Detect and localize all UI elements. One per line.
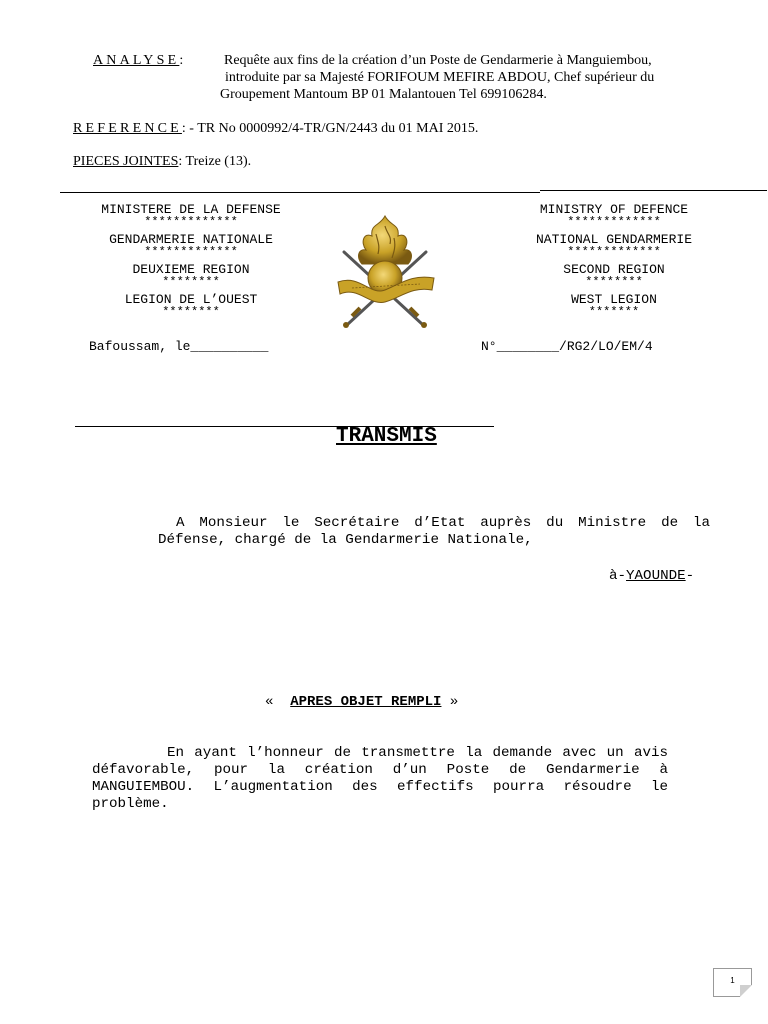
reference-row xyxy=(73,120,478,137)
left-ministry: MINISTERE DE LA DEFENSE xyxy=(101,202,281,217)
left-gendarmerie: GENDARMERIE NATIONALE xyxy=(109,232,273,247)
left-legion: LEGION DE L’OUEST xyxy=(124,292,258,307)
place-date: Bafoussam, le__________ xyxy=(89,339,269,354)
left-region: DEUXIEME REGION xyxy=(132,262,250,277)
analyse-line-2: introduite par sa Majesté FORIFOUM MEFIRE ABDOU, Chef supérieur du xyxy=(225,70,655,85)
header-separator-mid xyxy=(80,192,540,193)
right-admin-block xyxy=(503,202,725,318)
document-title: TRANSMIS xyxy=(336,425,437,448)
reference-text: : - TR No 0000992/4-TR/GN/2443 du 01 MAI 2015. xyxy=(181,121,479,136)
right-stars-4: ******* xyxy=(588,305,640,319)
object-line xyxy=(265,694,458,710)
left-stars-1: ************* xyxy=(144,215,238,229)
right-stars-1: ************* xyxy=(567,215,661,229)
body-paragraph: En ayant l’honneur de transmettre la demande avec un avis défavorable, pour la création d’un Poste de Gendarmerie à MANGUIEMBOU. L’augmentation des effectifs pourra résoudre le problème. xyxy=(92,745,668,812)
header-separator-left xyxy=(60,192,80,193)
reference-label: REFERENCE xyxy=(73,121,182,136)
left-admin-block xyxy=(80,202,302,318)
analyse-label: ANALYSE xyxy=(93,53,180,68)
header-separator-right xyxy=(540,190,767,191)
right-ministry: MINISTRY OF DEFENCE xyxy=(539,202,689,217)
pieces-row xyxy=(73,153,251,170)
recipient-city-row xyxy=(609,569,694,584)
object-close-quote: » xyxy=(449,694,459,710)
right-legion: WEST LEGION xyxy=(571,292,657,307)
analyse-label-row xyxy=(93,52,183,69)
recipient-city: YAOUNDE xyxy=(626,568,686,584)
analyse-colon: : xyxy=(179,53,184,68)
reference-number: N°________/RG2/LO/EM/4 xyxy=(481,339,653,354)
pieces-label: PIECES JOINTES xyxy=(73,154,179,169)
page-number: 1 xyxy=(713,968,752,997)
analyse-line-1: Requête aux fins de la création d’un Poste de Gendarmerie à Manguiembou, xyxy=(224,53,652,68)
right-region: SECOND REGION xyxy=(563,262,665,277)
left-stars-3: ******** xyxy=(162,275,220,289)
object-open-quote: « xyxy=(265,694,274,710)
object-label: APRES OBJET REMPLI xyxy=(290,694,442,710)
left-stars-4: ******** xyxy=(162,305,220,319)
right-stars-3: ******** xyxy=(585,275,643,289)
city-suffix: - xyxy=(685,568,695,584)
city-prefix: à- xyxy=(609,568,627,584)
analyse-line-3: Groupement Mantoum BP 01 Malantouen Tel 699106284. xyxy=(220,87,547,102)
recipient-text: A Monsieur le Secrétaire d’Etat auprès du Ministre de la Défense, chargé de la Gendarmerie Nationale, xyxy=(158,515,710,548)
pieces-text: : Treize (13). xyxy=(178,154,252,169)
gendarmerie-grenade-emblem-icon xyxy=(330,212,440,330)
right-gendarmerie: NATIONAL GENDARMERIE xyxy=(535,232,693,247)
left-stars-2: ************* xyxy=(144,245,238,259)
right-stars-2: ************* xyxy=(567,245,661,259)
